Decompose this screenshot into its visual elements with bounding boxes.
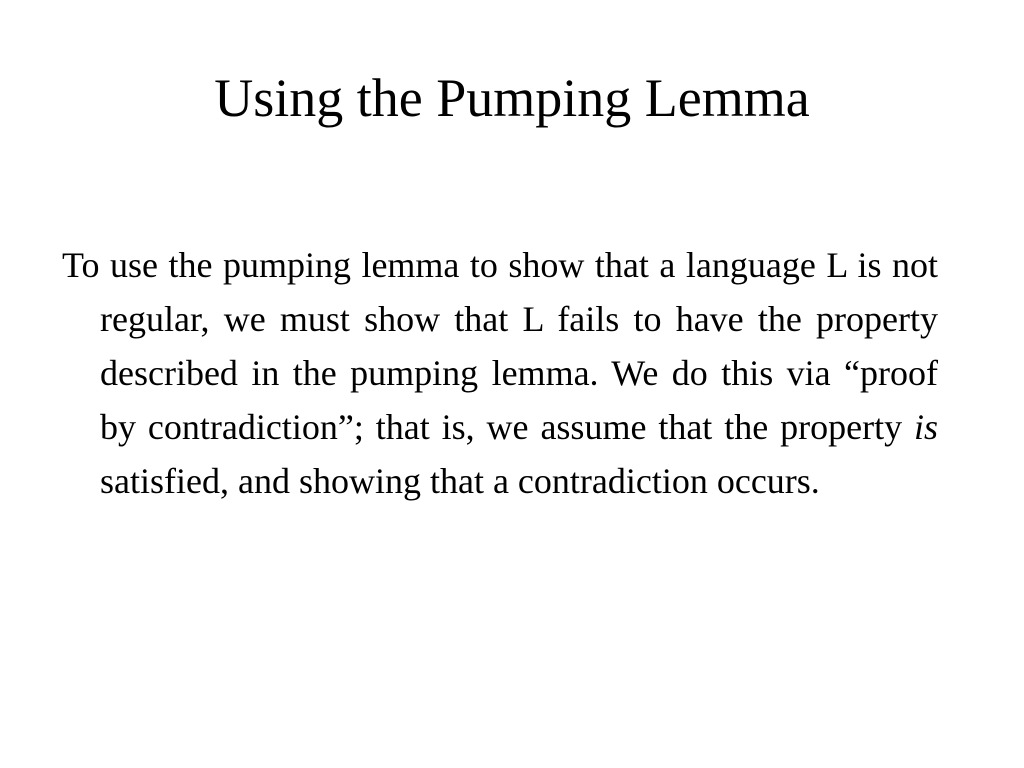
- body-text-part1: To use the pumping lemma to show that a language L is not regular, we must show that L fails to have the property described in the pumping lemma. We do this via “proof by contradiction”; that is, we assume that the property: [62, 245, 938, 447]
- body-paragraph: [62, 238, 938, 508]
- slide-title: Using the Pumping Lemma: [214, 68, 810, 128]
- body-text-emphasis: is: [913, 407, 938, 447]
- slide-body: [62, 238, 938, 508]
- body-text-part2: satisfied, and showing that a contradiction occurs.: [100, 461, 820, 501]
